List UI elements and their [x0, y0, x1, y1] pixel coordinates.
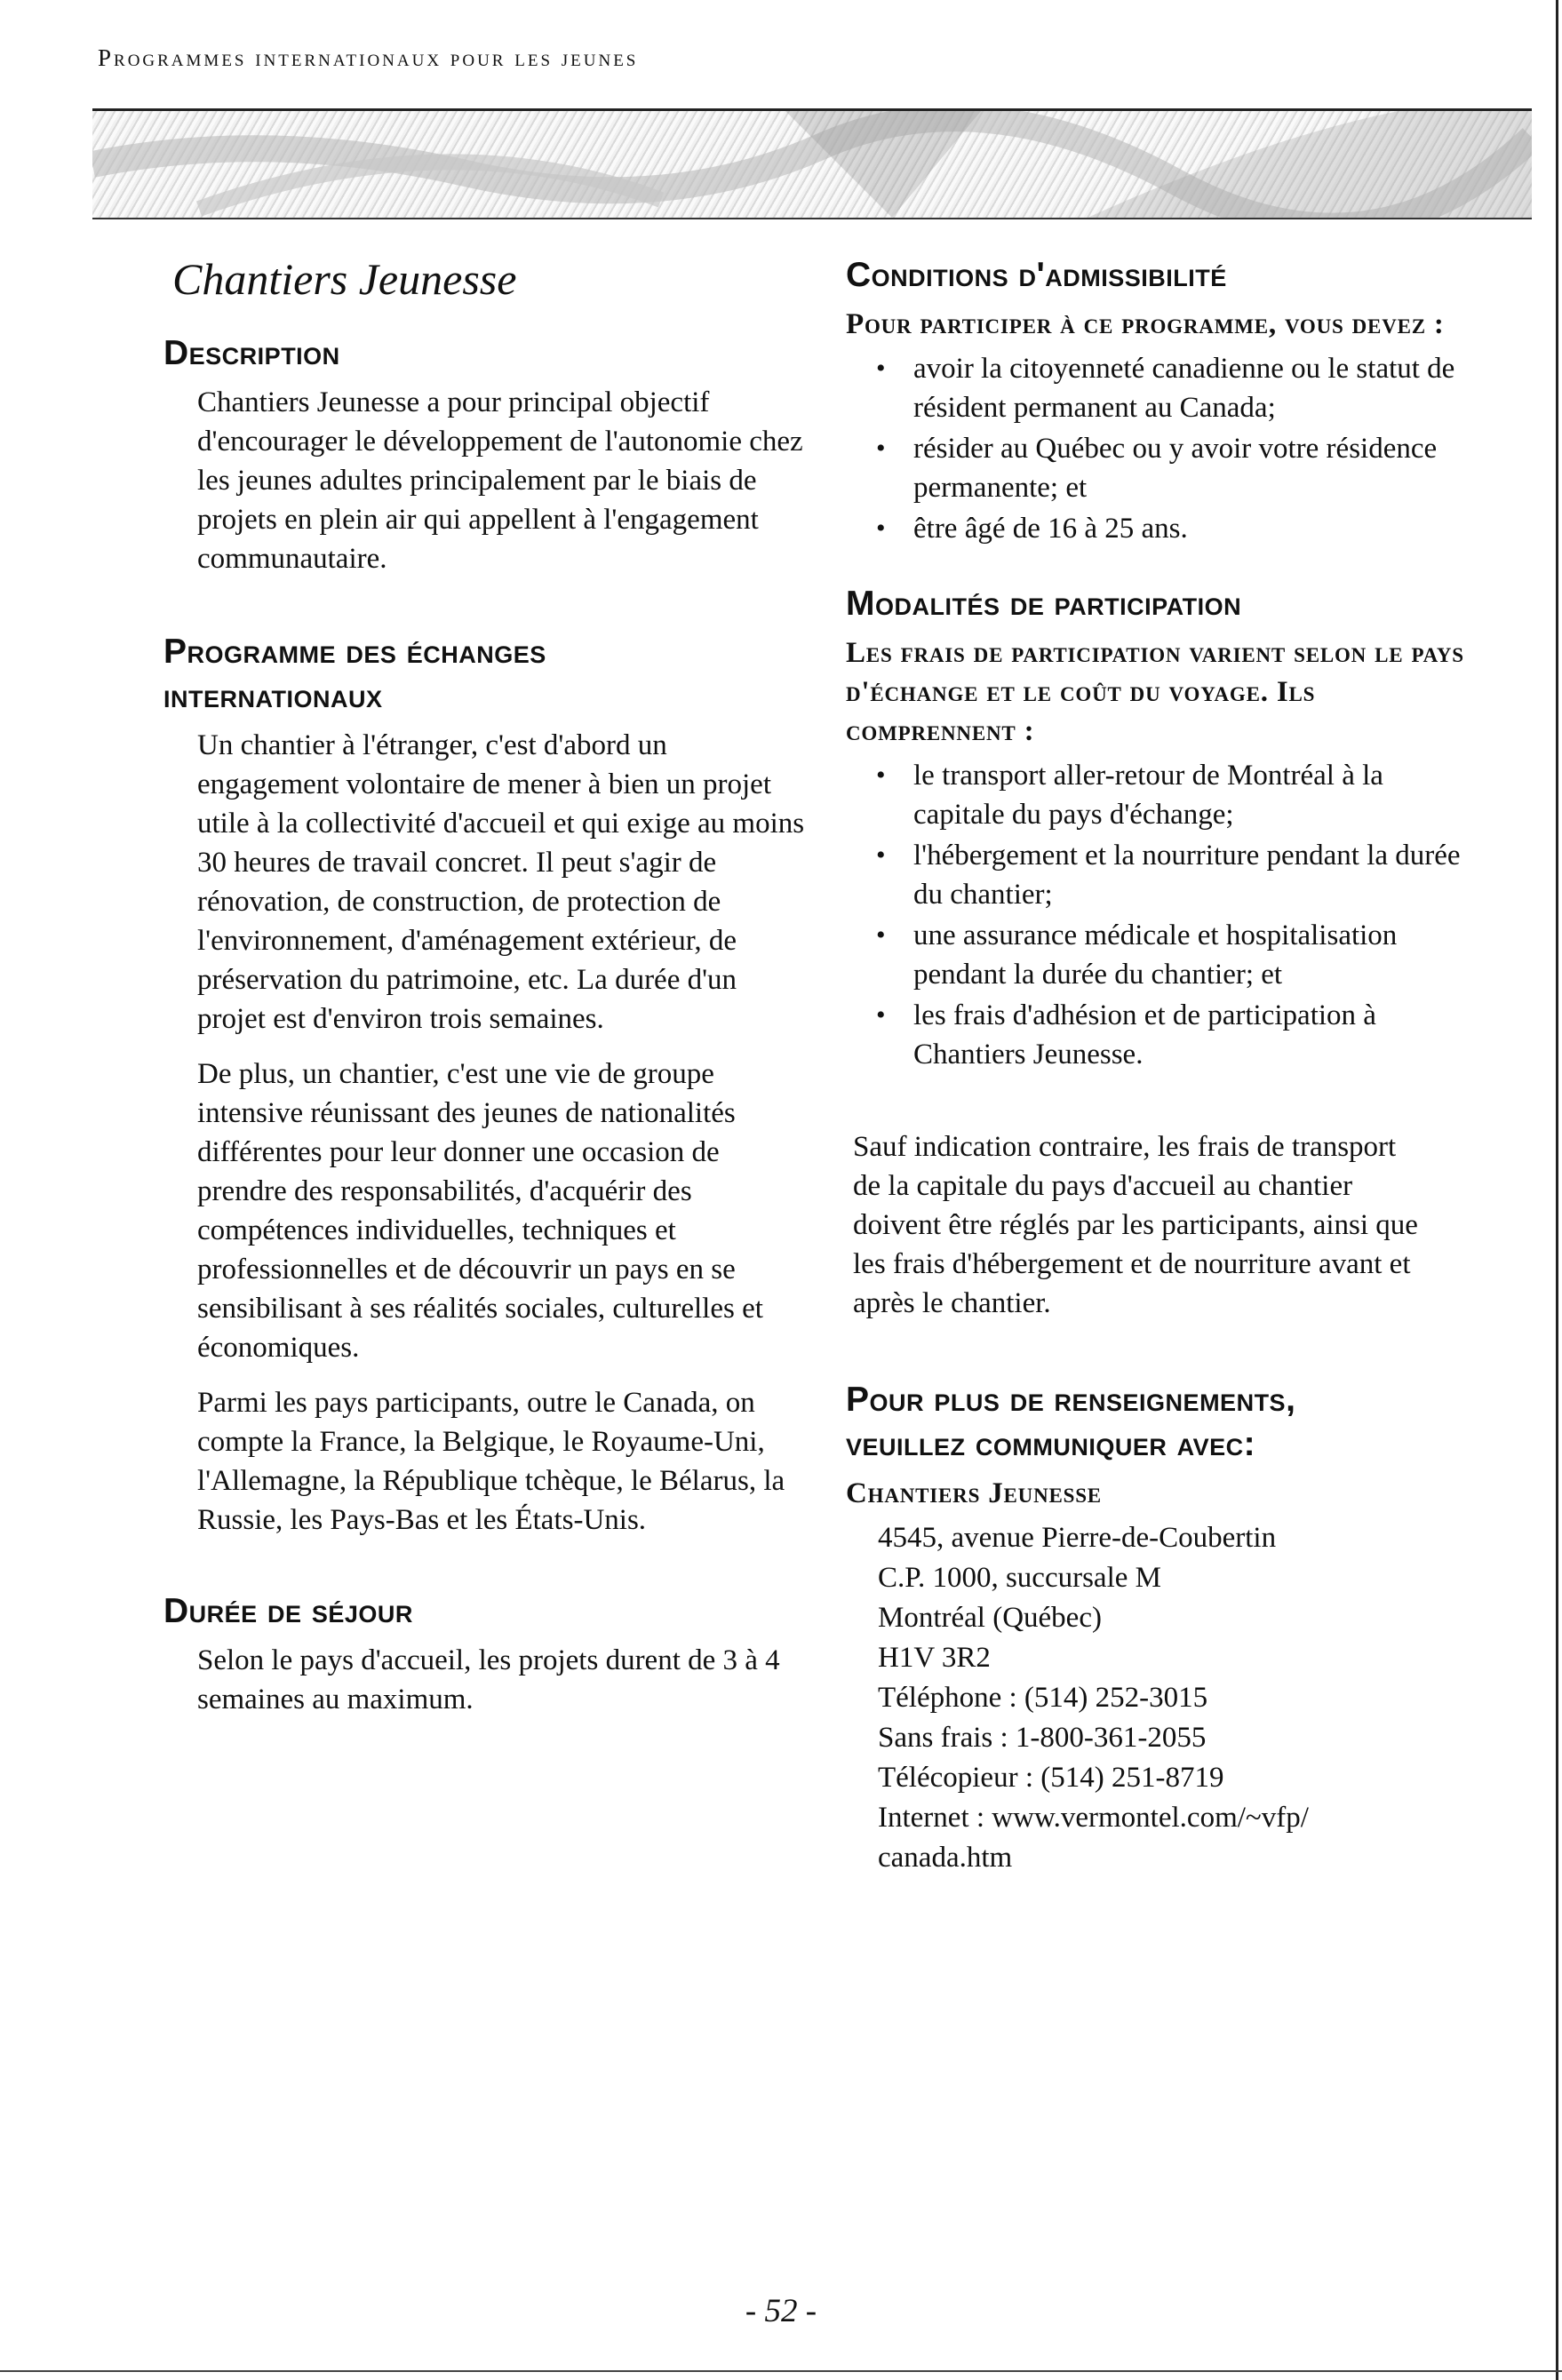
decorative-banner [92, 108, 1532, 219]
programme-paragraph-3: Parmi les pays participants, outre le Canada, on compte la France, la Belgique, le Royaume-Uni, l'Allemagne, la République tchèque, le Bélarus, la Russie, les Pays-Bas et les États-Unis. [197, 1387, 785, 1536]
contact-heading-line2: veuillez communiquer avec: [846, 1425, 1256, 1463]
programme-heading-line2: internationaux [163, 677, 383, 715]
list-item: • avoir la citoyenneté canadienne ou le statut de résident permanent au Canada; [846, 349, 1468, 427]
address-line: 4545, avenue Pierre-de-Coubertin [878, 1522, 1277, 1554]
conditions-subheading: Pour participer à ce programme, vous devez : [846, 308, 1445, 340]
programme-paragraph-1: Un chantier à l'étranger, c'est d'abord un engagement volontaire de mener à bien un projet utile à la collectivité d'accueil et qui exige au moins 30 heures de travail concret. Il peut s'agir de rénovation, de construction, de protection de l'environnement, d'aménagement extérieur, de préservation du patrimoine, etc. La durée d'un projet est d'environ trois semaines. [197, 729, 805, 1035]
conditions-heading: Conditions d'admissibilité [846, 256, 1227, 294]
modalites-heading: Modalités de participation [846, 585, 1242, 623]
page-number: - 52 - [745, 2293, 817, 2329]
list-item: • être âgé de 16 à 25 ans. [846, 509, 1468, 548]
fax-line: Télécopieur : (514) 251-8719 [878, 1762, 1224, 1794]
modalites-list [846, 756, 1468, 1074]
list-item: • l'hébergement et la nourriture pendant la durée du chantier; [846, 836, 1468, 914]
duree-text: Selon le pays d'accueil, les projets durent de 3 à 4 semaines au maximum. [197, 1644, 780, 1715]
address-line: H1V 3R2 [878, 1642, 991, 1674]
duree-heading: Durée de séjour [163, 1592, 413, 1630]
banner-texture [92, 111, 1532, 218]
address-line: C.P. 1000, succursale M [878, 1562, 1161, 1594]
address-line: Montréal (Québec) [878, 1602, 1102, 1634]
programme-heading-line1: Programme des échanges [163, 633, 546, 671]
description-heading: Description [163, 334, 340, 372]
tollfree-line: Sans frais : 1-800-361-2055 [878, 1722, 1207, 1754]
contact-heading-line1: Pour plus de renseignements, [846, 1381, 1296, 1419]
list-item: • résider au Québec ou y avoir votre résidence permanente; et [846, 429, 1468, 507]
internet-line: Internet : www.vermontel.com/~vfp/ [878, 1802, 1309, 1834]
bottom-rule [0, 2370, 1562, 2372]
program-title: Chantiers Jeunesse [172, 254, 517, 304]
internet-line-cont: canada.htm [878, 1842, 1013, 1874]
running-head: Programmes internationaux pour les jeunes [98, 44, 639, 71]
list-item: • une assurance médicale et hospitalisation pendant la durée du chantier; et [846, 916, 1468, 994]
list-item: • le transport aller-retour de Montréal à la capitale du pays d'échange; [846, 756, 1468, 834]
left-column [163, 253, 821, 1735]
list-item: • les frais d'adhésion et de participation à Chantiers Jeunesse. [846, 996, 1468, 1074]
contact-organization: Chantiers Jeunesse [846, 1477, 1102, 1509]
conditions-list [846, 349, 1468, 548]
description-text: Chantiers Jeunesse a pour principal objectif d'encourager le développement de l'autonomie chez les jeunes adultes principalement par le biais de projets en plein air qui appellent à l'engagement communautaire. [197, 386, 803, 575]
right-column [846, 253, 1468, 1878]
page-edge-rule [1556, 0, 1558, 2380]
modalites-subheading: Les frais de participation varient selon le pays d'échange et le coût du voyage. Ils comprennent : [846, 637, 1464, 747]
modalites-note: Sauf indication contraire, les frais de transport de la capitale du pays d'accueil au chantier doivent être réglés par les participants, ainsi que les frais d'hébergement et de nourriture avant et après le chantier. [853, 1131, 1418, 1319]
phone-line: Téléphone : (514) 252-3015 [878, 1682, 1208, 1714]
programme-paragraph-2: De plus, un chantier, c'est une vie de groupe intensive réunissant des jeunes de nationalités différentes pour leur donner une occasion de prendre des responsabilités, d'acquérir des compétences individuelles, techniques et professionnelles et de découvrir un pays en se sensibilisant à ses réalités sociales, culturelles et économiques. [197, 1058, 763, 1364]
